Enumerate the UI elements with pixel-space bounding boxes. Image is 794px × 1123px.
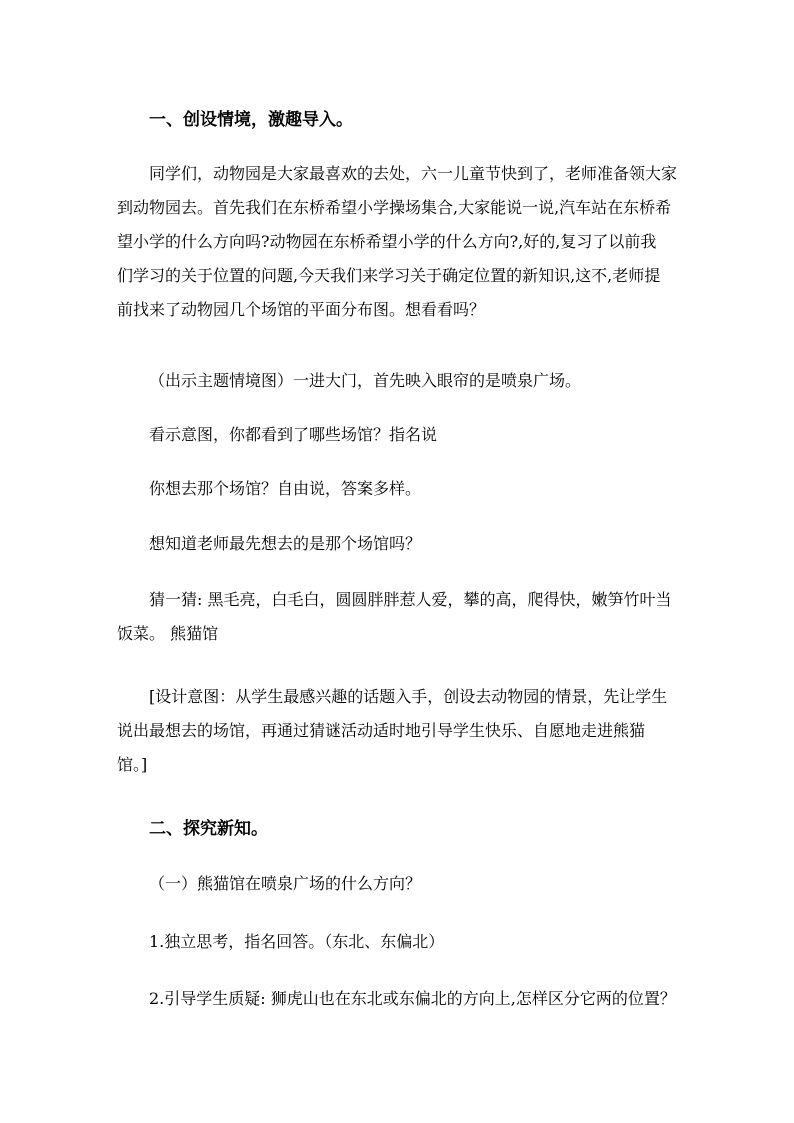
paragraph-step-2: 2.引导学生质疑: 狮虎山也在东北或东偏北的方向上,怎样区分它两的位置？: [149, 989, 676, 1008]
paragraph-question-1: （一）熊猫馆在喷泉广场的什么方向？: [149, 874, 422, 893]
paragraph-riddle: [117, 583, 687, 651]
paragraph-line: [设计意图：从学生最感兴趣的话题入手，创设去动物园的情景，先让学生: [149, 687, 668, 706]
paragraph-line: 馆。]: [117, 755, 148, 774]
paragraph-line: 说出最想去的场馆，再通过猜谜活动适时地引导学生快乐、自愿地走进熊猫: [117, 721, 646, 740]
paragraph-look: 看示意图，你都看到了哪些场馆？指名说: [149, 425, 438, 444]
section-heading-2: 二、探究新知。: [149, 819, 268, 839]
paragraph-intro: [117, 157, 687, 327]
paragraph-scene: （出示主题情境图）一进大门，首先映入眼帘的是喷泉广场。: [149, 371, 582, 390]
paragraph-choose: 你想去那个场馆？自由说，答案多样。: [149, 479, 422, 498]
paragraph-step-1: 1.独立思考，指名回答。（东北、东偏北）: [149, 932, 445, 951]
paragraph-line: 们学习的关于位置的问题,今天我们来学习关于确定位置的新知识,这不,老师提: [117, 266, 661, 285]
section-heading-1: 一、创设情境，激趣导入。: [149, 110, 353, 130]
paragraph-line: 到动物园去。首先我们在东桥希望小学操场集合,大家能说一说,汽车站在东桥希: [117, 198, 672, 217]
paragraph-guess-teacher: 想知道老师最先想去的是那个场馆吗？: [149, 534, 422, 553]
paragraph-line: 同学们，动物园是大家最喜欢的去处，六一儿童节快到了，老师准备领大家: [149, 164, 678, 183]
paragraph-design-intent: [117, 680, 687, 782]
paragraph-line: 望小学的什么方向吗?动物园在东桥希望小学的什么方向?,好的,复习了以前我: [117, 232, 657, 251]
paragraph-line: 猜一猜: 黑毛亮，白毛白，圆圆胖胖惹人爱，攀的高，爬得快，嫩笋竹叶当: [149, 590, 672, 609]
paragraph-line: 饭菜。 熊猫馆: [117, 624, 219, 643]
paragraph-line: 前找来了动物园几个场馆的平面分布图。想看看吗？: [117, 300, 486, 319]
